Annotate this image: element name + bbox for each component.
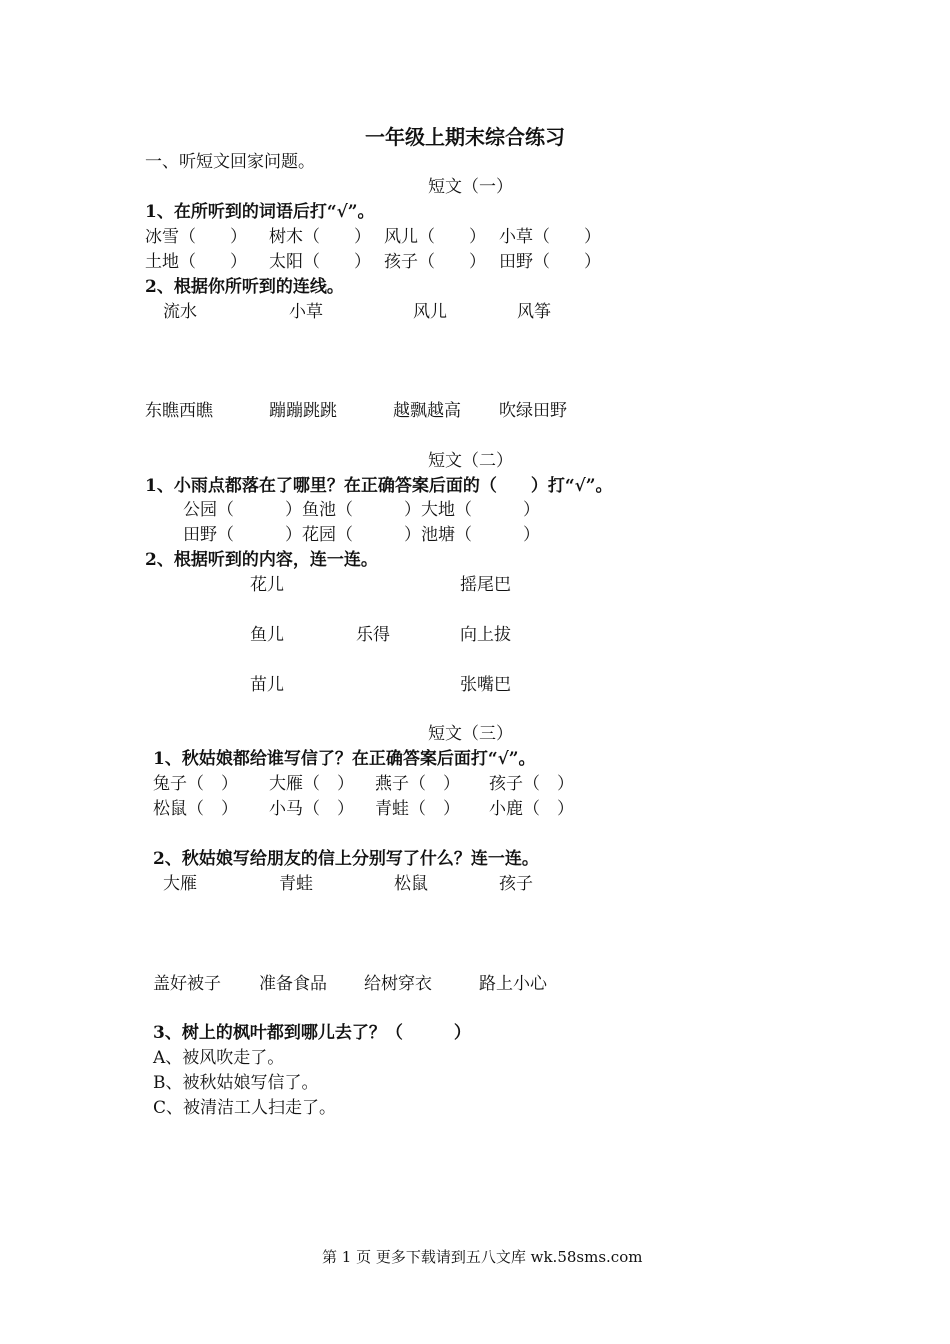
match-word[interactable]: 流水: [163, 302, 197, 322]
match-word[interactable]: 吹绿田野: [499, 401, 567, 421]
match-word[interactable]: 风儿: [413, 302, 447, 322]
question-p1-q2: 2、根据你所听到的连线。: [145, 277, 344, 297]
match-word[interactable]: 孩子: [499, 874, 533, 894]
match-word[interactable]: 大雁: [163, 874, 197, 894]
match-word[interactable]: 小草: [289, 302, 323, 322]
question-p3-q1: 1、秋姑娘都给谁写信了？在正确答案后面打“√”。: [153, 749, 536, 769]
match-word[interactable]: 乐得: [356, 625, 390, 645]
passage-heading-1: 短文（一）: [428, 177, 513, 197]
option-row-p2-1[interactable]: 公园（ ）鱼池（ ）大地（ ）: [183, 500, 540, 520]
page-footer: 第 1 页 更多下载请到五八文库 wk.58sms.com: [322, 1248, 643, 1266]
option-blank[interactable]: 冰雪（ ）: [145, 227, 247, 247]
option-blank[interactable]: 田野（ ）: [499, 252, 601, 272]
choice-c[interactable]: C、被清洁工人扫走了。: [153, 1098, 337, 1118]
choice-b[interactable]: B、被秋姑娘写信了。: [153, 1073, 319, 1093]
match-word[interactable]: 越飘越高: [393, 401, 461, 421]
question-p3-q2: 2、秋姑娘写给朋友的信上分别写了什么？连一连。: [153, 849, 539, 869]
match-word[interactable]: 苗儿: [250, 675, 284, 695]
option-blank[interactable]: 小草（ ）: [499, 227, 601, 247]
match-word[interactable]: 路上小心: [479, 974, 547, 994]
match-word[interactable]: 准备食品: [259, 974, 327, 994]
match-word[interactable]: 盖好被子: [153, 974, 221, 994]
match-word[interactable]: 蹦蹦跳跳: [269, 401, 337, 421]
option-row-p2-2[interactable]: 田野（ ）花园（ ）池塘（ ）: [183, 525, 540, 545]
option-blank[interactable]: 燕子（ ）: [375, 774, 460, 794]
question-p3-q3: 3、树上的枫叶都到哪儿去了？（ ）: [153, 1023, 471, 1043]
match-word[interactable]: 风筝: [517, 302, 551, 322]
question-p2-q2: 2、根据听到的内容，连一连。: [145, 550, 378, 570]
option-blank[interactable]: 松鼠（ ）: [153, 799, 238, 819]
option-blank[interactable]: 太阳（ ）: [269, 252, 371, 272]
option-blank[interactable]: 大雁（ ）: [269, 774, 354, 794]
match-word[interactable]: 向上拔: [460, 625, 511, 645]
passage-heading-3: 短文（三）: [428, 724, 513, 744]
passage-heading-2: 短文（二）: [428, 451, 513, 471]
option-blank[interactable]: 小马（ ）: [269, 799, 354, 819]
match-word[interactable]: 张嘴巴: [460, 675, 511, 695]
option-blank[interactable]: 孩子（ ）: [384, 252, 486, 272]
option-blank[interactable]: 风儿（ ）: [384, 227, 486, 247]
question-p1-q1: 1、在所听到的词语后打“√”。: [145, 202, 375, 222]
match-word[interactable]: 给树穿衣: [364, 974, 432, 994]
option-blank[interactable]: 树木（ ）: [269, 227, 371, 247]
match-word[interactable]: 摇尾巴: [460, 575, 511, 595]
match-word[interactable]: 松鼠: [394, 874, 428, 894]
page-title: 一年级上期末综合练习: [365, 125, 565, 149]
match-word[interactable]: 青蛙: [279, 874, 313, 894]
match-word[interactable]: 东瞧西瞧: [145, 401, 213, 421]
choice-a[interactable]: A、被风吹走了。: [153, 1048, 285, 1068]
option-blank[interactable]: 孩子（ ）: [489, 774, 574, 794]
option-blank[interactable]: 土地（ ）: [145, 252, 247, 272]
section-heading: 一、听短文回家问题。: [145, 152, 315, 172]
match-word[interactable]: 花儿: [250, 575, 284, 595]
option-blank[interactable]: 小鹿（ ）: [489, 799, 574, 819]
option-blank[interactable]: 兔子（ ）: [153, 774, 238, 794]
option-blank[interactable]: 青蛙（ ）: [375, 799, 460, 819]
question-p2-q1: 1、小雨点都落在了哪里？在正确答案后面的（ ）打“√”。: [145, 476, 613, 496]
match-word[interactable]: 鱼儿: [250, 625, 284, 645]
